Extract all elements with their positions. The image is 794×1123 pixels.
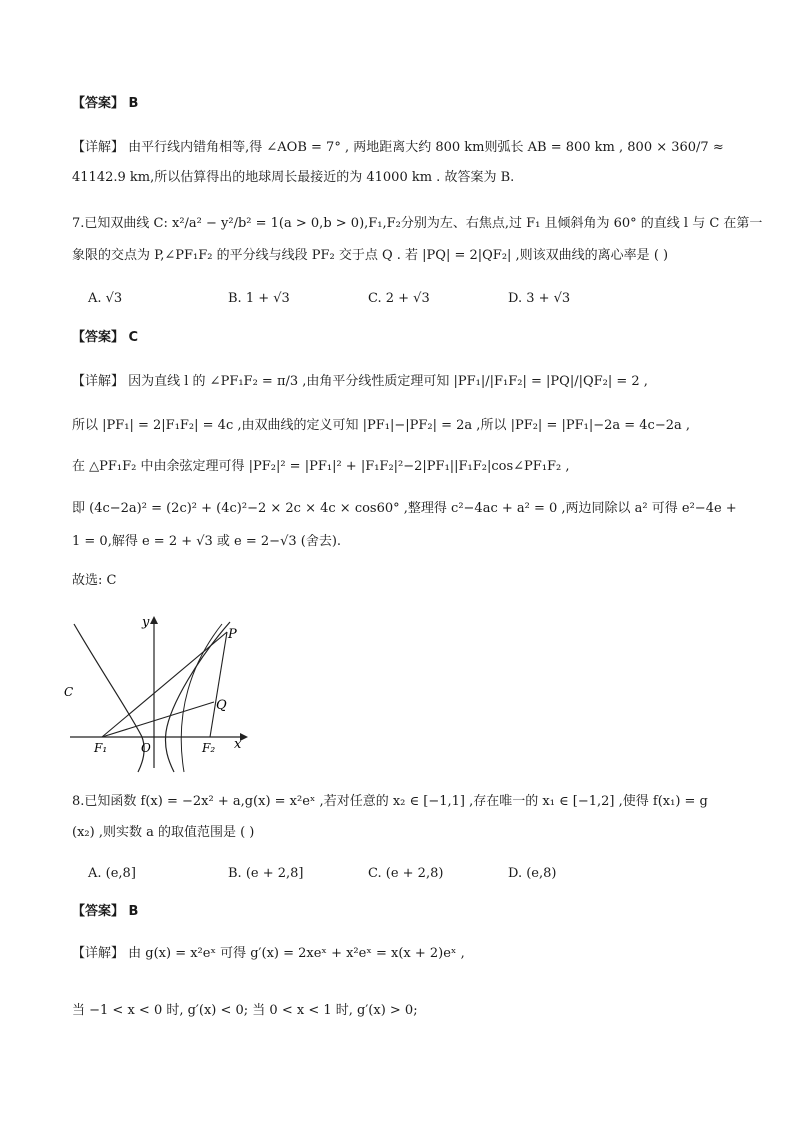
q7-stem-line-2: 象限的交点为 P,∠PF₁F₂ 的平分线与线段 PF₂ 交于点 Q . 若 |PQ| = 2|QF₂| ,则该双曲线的离心率是 ( ) [72, 248, 669, 263]
q6-detail-line-1: 【详解】 由平行线内错角相等,得 ∠AOB = 7° , 两地距离大约 800 km则弧长 AB = 800 km , 800 × 360/7 ≈ [72, 140, 724, 155]
line-f1-q [102, 702, 214, 737]
label-p: P [228, 627, 237, 642]
q7-option-b: B. 1 + √3 [228, 291, 290, 306]
q7-detail-line-1: 【详解】 因为直线 l 的 ∠PF₁F₂ = π/3 ,由角平分线性质定理可知 |PF₁|/|F₁F₂| = |PQ|/|QF₂| = 2 , [72, 374, 648, 389]
q7-conclusion: 故选: C [72, 573, 117, 588]
label-o: O [141, 741, 151, 755]
q8-option-b: B. (e + 2,8] [228, 866, 304, 881]
label-f1: F₁ [94, 741, 108, 755]
line-f1-p [102, 632, 227, 737]
q8-detail-line-1: 【详解】 由 g(x) = x²eˣ 可得 g′(x) = 2xeˣ + x²eˣ = x(x + 2)eˣ , [72, 946, 465, 961]
y-axis-arrow [150, 616, 158, 624]
q7-stem-line-1: 7.已知双曲线 C: x²/a² − y²/b² = 1(a > 0,b > 0),F₁,F₂分别为左、右焦点,过 F₁ 且倾斜角为 60° 的直线 l 与 C 在第一 [72, 216, 763, 231]
q8-option-d: D. (e,8) [508, 866, 557, 881]
q6-detail-line-2: 41142.9 km,所以估算得出的地球周长最接近的为 41000 km . 故答案为 B. [72, 170, 515, 185]
q8-stem-line-1: 8.已知函数 f(x) = −2x² + a,g(x) = x²eˣ ,若对任意的 x₂ ∈ [−1,1] ,存在唯一的 x₁ ∈ [−1,2] ,使得 f(x₁) = g [72, 794, 708, 809]
q8-answer: 【答案】 B [72, 904, 139, 919]
hyperbola-left-branch [74, 624, 144, 772]
label-f2: F₂ [202, 741, 216, 755]
hyperbola-figure [62, 612, 262, 774]
segment-p-f2 [210, 632, 227, 737]
q7-answer: 【答案】 C [72, 330, 139, 345]
q8-detail-line-2: 当 −1 < x < 0 时, g′(x) < 0; 当 0 < x < 1 时, g′(x) > 0; [72, 1003, 418, 1018]
q7-option-a: A. √3 [88, 291, 123, 306]
q8-option-c: C. (e + 2,8) [368, 866, 444, 881]
q6-answer: 【答案】 B [72, 96, 139, 111]
q8-option-a: A. (e,8] [88, 866, 136, 881]
q7-detail-line-3: 在 △PF₁F₂ 中由余弦定理可得 |PF₂|² = |PF₁|² + |F₁F₂|²−2|PF₁||F₁F₂|cos∠PF₁F₂ , [72, 459, 570, 474]
label-y: y [142, 615, 150, 630]
label-c: C [64, 685, 74, 699]
q7-detail-line-5: 1 = 0,解得 e = 2 + √3 或 e = 2−√3 (舍去). [72, 534, 342, 549]
q8-stem-line-2: (x₂) ,则实数 a 的取值范围是 ( ) [72, 825, 255, 840]
q7-option-c: C. 2 + √3 [368, 291, 430, 306]
label-q: Q [216, 698, 227, 713]
q7-detail-line-4: 即 (4c−2a)² = (2c)² + (4c)²−2 × 2c × 4c × cos60° ,整理得 c²−4ac + a² = 0 ,两边同除以 a² 可得 e²−4e + [72, 501, 737, 516]
label-x: x [234, 737, 242, 752]
hyperbola-right-branch [165, 622, 230, 772]
q7-option-d: D. 3 + √3 [508, 291, 571, 306]
q7-detail-line-2: 所以 |PF₁| = 2|F₁F₂| = 4c ,由双曲线的定义可知 |PF₁|−|PF₂| = 2a ,所以 |PF₂| = |PF₁|−2a = 4c−2a , [72, 418, 691, 433]
